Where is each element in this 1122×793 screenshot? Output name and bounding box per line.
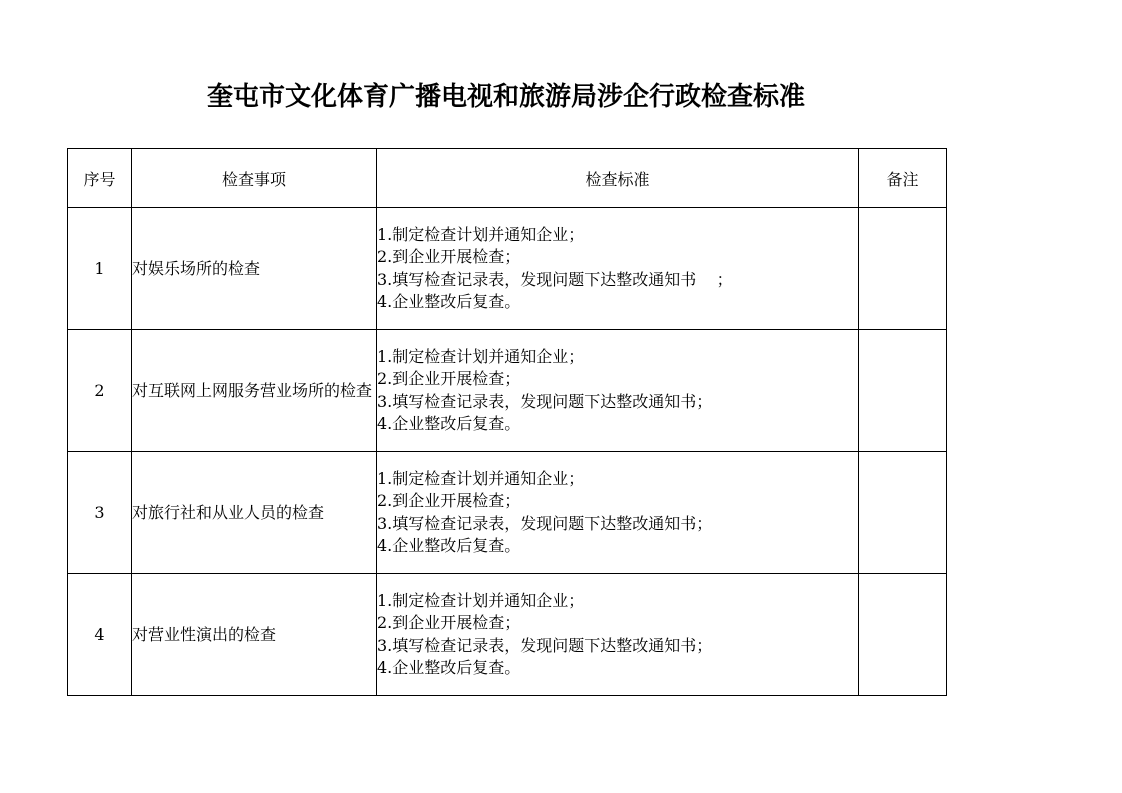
- row-note: [859, 208, 947, 330]
- standard-line: 4.企业整改后复查。: [377, 658, 521, 677]
- row-note: [859, 574, 947, 696]
- header-note: 备注: [859, 149, 947, 208]
- row-note: [859, 452, 947, 574]
- header-item: 检查事项: [132, 149, 377, 208]
- table-row: [68, 574, 947, 696]
- row-item: 对娱乐场所的检查: [132, 208, 377, 330]
- standard-line: 1.制定检查计划并通知企业；: [377, 468, 585, 488]
- table-row: [68, 208, 947, 330]
- standard-line: 3.填写检查记录表，发现问题下达整改通知书；: [377, 391, 713, 411]
- row-standards: [377, 574, 859, 696]
- standard-line: 1.制定检查计划并通知企业；: [377, 590, 585, 610]
- row-note: [859, 330, 947, 452]
- table-row: [68, 330, 947, 452]
- standard-line: 1.制定检查计划并通知企业；: [377, 346, 585, 366]
- header-standard: 检查标准: [377, 149, 859, 208]
- row-standards: [377, 452, 859, 574]
- row-item: 对互联网上网服务营业场所的检查: [132, 330, 377, 452]
- header-seq: 序号: [68, 149, 132, 208]
- row-standards: [377, 208, 859, 330]
- standard-line: 3.填写检查记录表，发现问题下达整改通知书；: [377, 513, 713, 533]
- row-seq: 1: [68, 208, 132, 330]
- table-header-row: [68, 149, 947, 208]
- standard-line: 2.到企业开展检查；: [377, 369, 521, 388]
- standard-line: 2.到企业开展检查；: [377, 491, 521, 510]
- row-item: 对旅行社和从业人员的检查: [132, 452, 377, 574]
- row-item: 对营业性演出的检查: [132, 574, 377, 696]
- row-seq: 4: [68, 574, 132, 696]
- inspection-standards-table: [67, 148, 947, 696]
- standard-line: 4.企业整改后复查。: [377, 414, 521, 433]
- standard-line: 3.填写检查记录表，发现问题下达整改通知书；: [377, 635, 713, 655]
- standard-line: 3.填写检查记录表，发现问题下达整改通知书 ；: [377, 269, 733, 289]
- document-title: 奎屯市文化体育广播电视和旅游局涉企行政检查标准: [206, 82, 805, 112]
- row-seq: 2: [68, 330, 132, 452]
- row-standards: [377, 330, 859, 452]
- table-row: [68, 452, 947, 574]
- standard-line: 4.企业整改后复查。: [377, 292, 521, 311]
- standard-line: 4.企业整改后复查。: [377, 536, 521, 555]
- row-seq: 3: [68, 452, 132, 574]
- standard-line: 1.制定检查计划并通知企业；: [377, 224, 585, 244]
- standard-line: 2.到企业开展检查；: [377, 613, 521, 632]
- standard-line: 2.到企业开展检查；: [377, 247, 521, 266]
